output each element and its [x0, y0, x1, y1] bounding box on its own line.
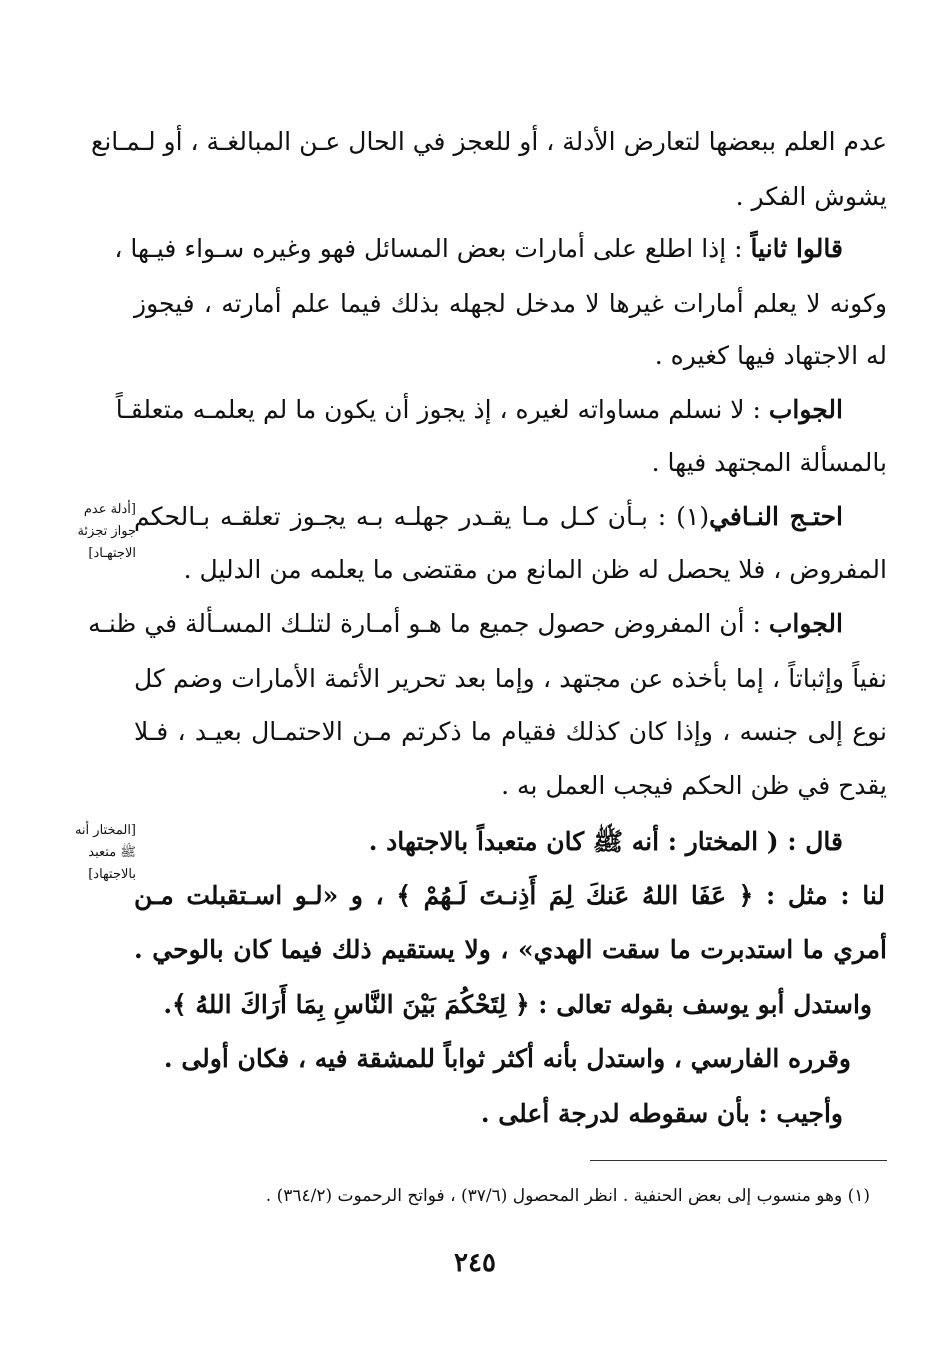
text-line: [134, 284, 887, 328]
text-line: [114, 229, 843, 273]
margin-note-line: [أدلة عدم: [83, 502, 136, 517]
text-line: [134, 1094, 843, 1138]
text-line: [134, 443, 887, 487]
margin-note-line: جواز تجزئة: [77, 524, 136, 539]
text-line: [134, 712, 887, 756]
margin-note-line: الاجتهـاد]: [88, 546, 136, 561]
bold-text-run: وقرره الفارسي ، واستدل بأنه أكثر ثواباً للمشقة فيه ، فكان أولى .: [163, 1044, 851, 1073]
text-run: نوع إلى جنسه ، وإذا كان كذلك فقيام ما ذكرتم مـن الاحتمـال بعيـد ، فـلا: [134, 717, 887, 746]
text-run: بالمسألة المجتهد فيها .: [651, 448, 887, 477]
text-line: [88, 604, 843, 648]
footnote: (١) وهو منسوب إلى بعض الحنفية . انظر المحصول (٣٧/٦) ، فواتح الرحموت (٣٦٤/٢) .: [265, 1186, 870, 1206]
text-line: [134, 822, 843, 866]
margin-note-line: [المختار أنه: [74, 823, 136, 838]
text-line: [91, 122, 887, 166]
text-line: [115, 390, 843, 434]
bold-text-run: أمري ما استدبرت ما سقت الهدي» ، ولا يستقيم ذلك فيما كان بالوحي .: [134, 935, 887, 964]
text-run: : أن المفروض حصول جميع ما هـو أمـارة لتلـك المسـألة في ظنـه: [88, 609, 769, 638]
margin-note-line: بالاجتهاد]: [88, 867, 136, 882]
text-line: [134, 336, 887, 380]
bold-text-run: وأجيب : بأن سقوطه لدرجة أعلى .: [480, 1099, 843, 1128]
bold-text-run: لنا : مثل : ﴿ عَفَا اللهُ عَنكَ لِمَ أَذِنـتَ لَـهُمْ ﴾ ، و «لـو اسـتقبلت مـن: [134, 881, 885, 910]
text-line: [134, 930, 887, 974]
text-run: له الاجتهاد فيها كغيره .: [654, 341, 887, 370]
margin-note: [56, 499, 136, 565]
text-line: [134, 177, 887, 221]
text-line: [134, 985, 872, 1029]
bold-text-run: الجواب: [768, 609, 843, 638]
text-run: نفياً وإثباتاً ، إما بأخذه عن مجتهد ، وإما بعد تحرير الأئمة الأمارات وضم كل: [134, 664, 887, 693]
text-line: [134, 550, 887, 594]
text-run: يقدح في ظن الحكم فيجب العمل به .: [501, 771, 887, 800]
page-number: ٢٤٥: [454, 1248, 496, 1278]
bold-text-run: قال : ( المختار : أنه ﷺ كان متعبداً بالاجتهاد .: [368, 827, 843, 856]
text-line: [134, 876, 885, 920]
margin-note: [56, 820, 136, 886]
text-run: عدم العلم ببعضها لتعارض الأدلة ، أو للعجز في الحال عـن المبالغـة ، أو لـمـانع: [91, 127, 887, 156]
text-run: : لا نسلم مساواته لغيره ، إذ يجوز أن يكون ما لم يعلمـه متعلقـاً: [115, 395, 769, 424]
text-run: (١) : بـأن كـل مـا يقـدر جهلـه بـه يجـوز تعلقـه بـالحكم: [134, 502, 710, 531]
text-run: يشوش الفكر .: [735, 182, 887, 211]
text-run: المفروض ، فلا يحصل له ظن المانع من مقتضى ما يعلمه من الدليل .: [183, 555, 887, 584]
bold-text-run: احتـج النـافي: [709, 502, 843, 531]
bold-text-run: الجواب: [768, 395, 843, 424]
footnote-divider: [590, 1160, 887, 1161]
margin-note-line: ﷺ متعبد: [88, 845, 136, 860]
text-run: : إذا اطلع على أمارات بعض المسائل فهو وغيره سـواء فيـها ،: [114, 234, 751, 263]
text-line: [134, 1039, 851, 1083]
bold-text-run: واستدل أبو يوسف بقوله تعالى : ﴿ لِتَحْكُمَ بَيْنَ النَّاسِ بِمَا أَرَاكَ اللهُ ﴾.: [163, 990, 872, 1019]
text-line: [134, 659, 887, 703]
text-run: وكونه لا يعلم أمارات غيرها لا مدخل لجهله بذلك فيما علم أمارته ، فيجوز: [134, 289, 887, 318]
text-line: [134, 497, 843, 541]
bold-text-run: قالوا ثانياً: [750, 234, 843, 263]
text-line: [134, 766, 887, 810]
